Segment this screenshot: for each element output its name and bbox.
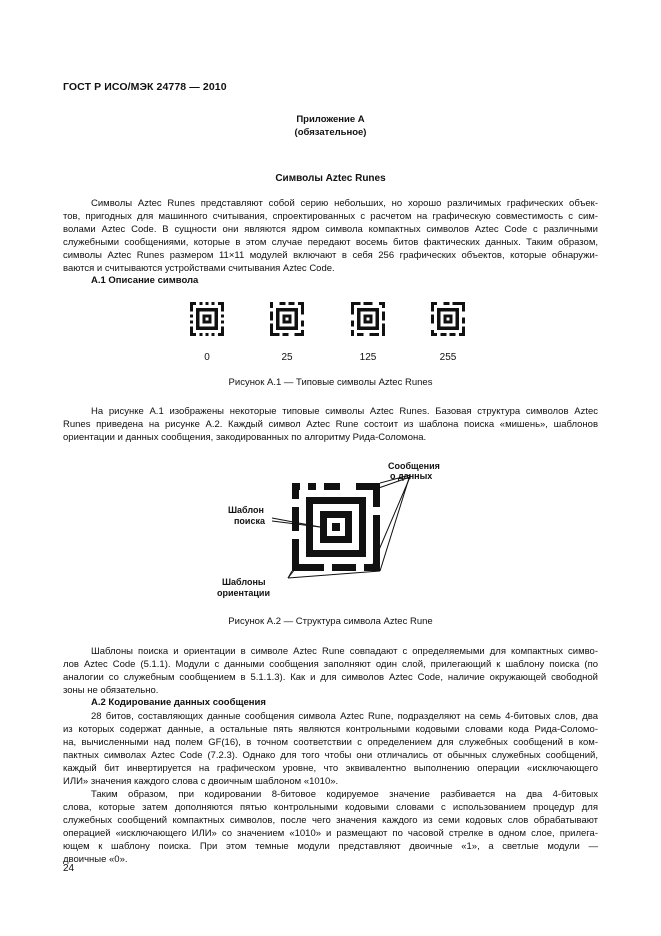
text-line: слова, которые затем дополняются пятью контрольными кодовыми словами с использованием процедур для — [63, 802, 598, 813]
rune-label-125: 125 — [359, 352, 377, 363]
figure1-caption: Рисунок А.1 — Типовые символы Aztec Runes — [228, 377, 433, 388]
label-message-2: о данных — [390, 471, 433, 481]
text-line: Таким образом, при кодировании 8-битовое кодируемое значение разбивается на два 4-битовых — [91, 789, 598, 800]
document-header: ГОСТ Р ИСО/МЭК 24778 — 2010 — [63, 81, 227, 93]
text-line: тов, пригодных для машинного считывания, спроектированных с расчетом на графическую совместимость с сим- — [63, 211, 598, 222]
rune-label-25: 25 — [281, 352, 293, 363]
subsection-heading-a1: А.1 Описание символа — [91, 275, 199, 286]
text-line: лов Aztec Code (5.1.1). Модули с данными сообщения заполняют один слой, прилегающий к шаблону поиска (по — [63, 659, 598, 670]
text-line: Шаблоны поиска и ориентации в символе Aztec Rune совпадают с определяемыми для компактных симво- — [91, 646, 598, 657]
rune-symbol-0 — [190, 302, 224, 336]
annex-title: Приложение А — [296, 114, 365, 125]
text-line: На рисунке А.1 изображены некоторые типовые символы Aztec Runes. Базовая структура символов Aztec — [91, 406, 598, 417]
text-line: 28 битов, составляющих данные сообщения символа Aztec Rune, подразделяют на семь 4-битовых слов, два — [91, 711, 598, 722]
section-title: Символы Aztec Runes — [275, 173, 386, 184]
text-line: из которых содержат данные, а остальные пять являются контрольными кодовыми словами кода Рида-Соломо- — [63, 724, 598, 735]
figure2-caption: Рисунок А.2 — Структура символа Aztec Rune — [228, 616, 433, 627]
rune-label-0: 0 — [204, 352, 210, 363]
summary-paragraph — [63, 788, 598, 866]
text-line: Runes приведена на рисунке А.2. Каждый символ Aztec Rune состоит из шаблона поиска «мишень», шаблонов — [63, 419, 598, 430]
text-line: каждый бит инвертируется на графическом уровне, что эквивалентно выполнению операции «исключающего — [63, 763, 598, 774]
text-line: пактных символах Aztec Code (7.2.3). Однако для того чтобы они отличались от обычных служебных сообщений, — [63, 750, 598, 761]
text-line: служебными сообщениями, которые в этом случае передают восемь битов фактических данных. Таким образом, — [63, 237, 598, 248]
text-line: операцией «исключающего ИЛИ» со значением «1010» и размещают по часовой стрелке в одном слое, прилега- — [63, 828, 598, 839]
pattern-paragraph — [63, 645, 598, 697]
text-line: служебных сообщений компактных символов, после чего значения каждого из семи кодовых слов обрабатывают — [63, 815, 598, 826]
rune-structure-figure — [200, 455, 460, 605]
rune-symbol-255 — [431, 302, 465, 336]
rune-symbol-125 — [351, 302, 385, 336]
text-line: зоны не обязательно. — [63, 685, 159, 696]
annex-status: (обязательное) — [294, 127, 367, 138]
text-line: ваются и считываются устройствами считывания Aztec Code. — [63, 263, 335, 274]
label-orientation-1: Шаблоны — [222, 577, 266, 587]
text-line: двоичные «0». — [63, 854, 128, 865]
subsection-heading-a2: А.2 Кодирование данных сообщения — [91, 697, 266, 708]
rune-structure-diagram — [292, 483, 380, 571]
annex-heading — [0, 113, 661, 139]
text-line: ориентации и данных сообщения, закодированных по алгоритму Рида-Соломона. — [63, 432, 427, 443]
label-finder-2: поиска — [234, 516, 265, 526]
text-line: аналогии со служебным сообщением в 5.1.1.3). Как и для символов Aztec Code, наличие окружающей свободной — [63, 672, 598, 683]
text-line: ИЛИ» значения каждого слова с двоичным шаблоном «1010». — [63, 776, 339, 787]
rune-label-255: 255 — [439, 352, 457, 363]
text-line: Символы Aztec Runes представляют собой серию небольших, но хорошо различимых графических объек- — [91, 198, 598, 209]
encoding-paragraph — [63, 710, 598, 788]
label-message-1: Сообщения — [388, 461, 440, 471]
label-orientation-2: ориентации — [217, 588, 270, 598]
figure-reference-paragraph — [63, 405, 598, 444]
rune-symbol-25 — [270, 302, 304, 336]
page-number: 24 — [63, 863, 75, 874]
text-line: на, вычисленными над полем GF(16), в точном соответствии с определением для служебных сообщений в ком- — [63, 737, 598, 748]
intro-paragraph — [63, 197, 598, 275]
text-line: символы Aztec Runes размером 11×11 модулей включают в себя 256 графических объектов, которые обнаружи- — [63, 250, 598, 261]
text-line: волами Aztec Code. В сущности они являются ядром символа компактных символов Aztec Code с различными — [63, 224, 598, 235]
text-line: ющем к шаблону поиска. При этом темные модули представляют двоичные «1», а светлые модули — — [63, 841, 598, 852]
label-finder-1: Шаблон — [228, 505, 264, 515]
